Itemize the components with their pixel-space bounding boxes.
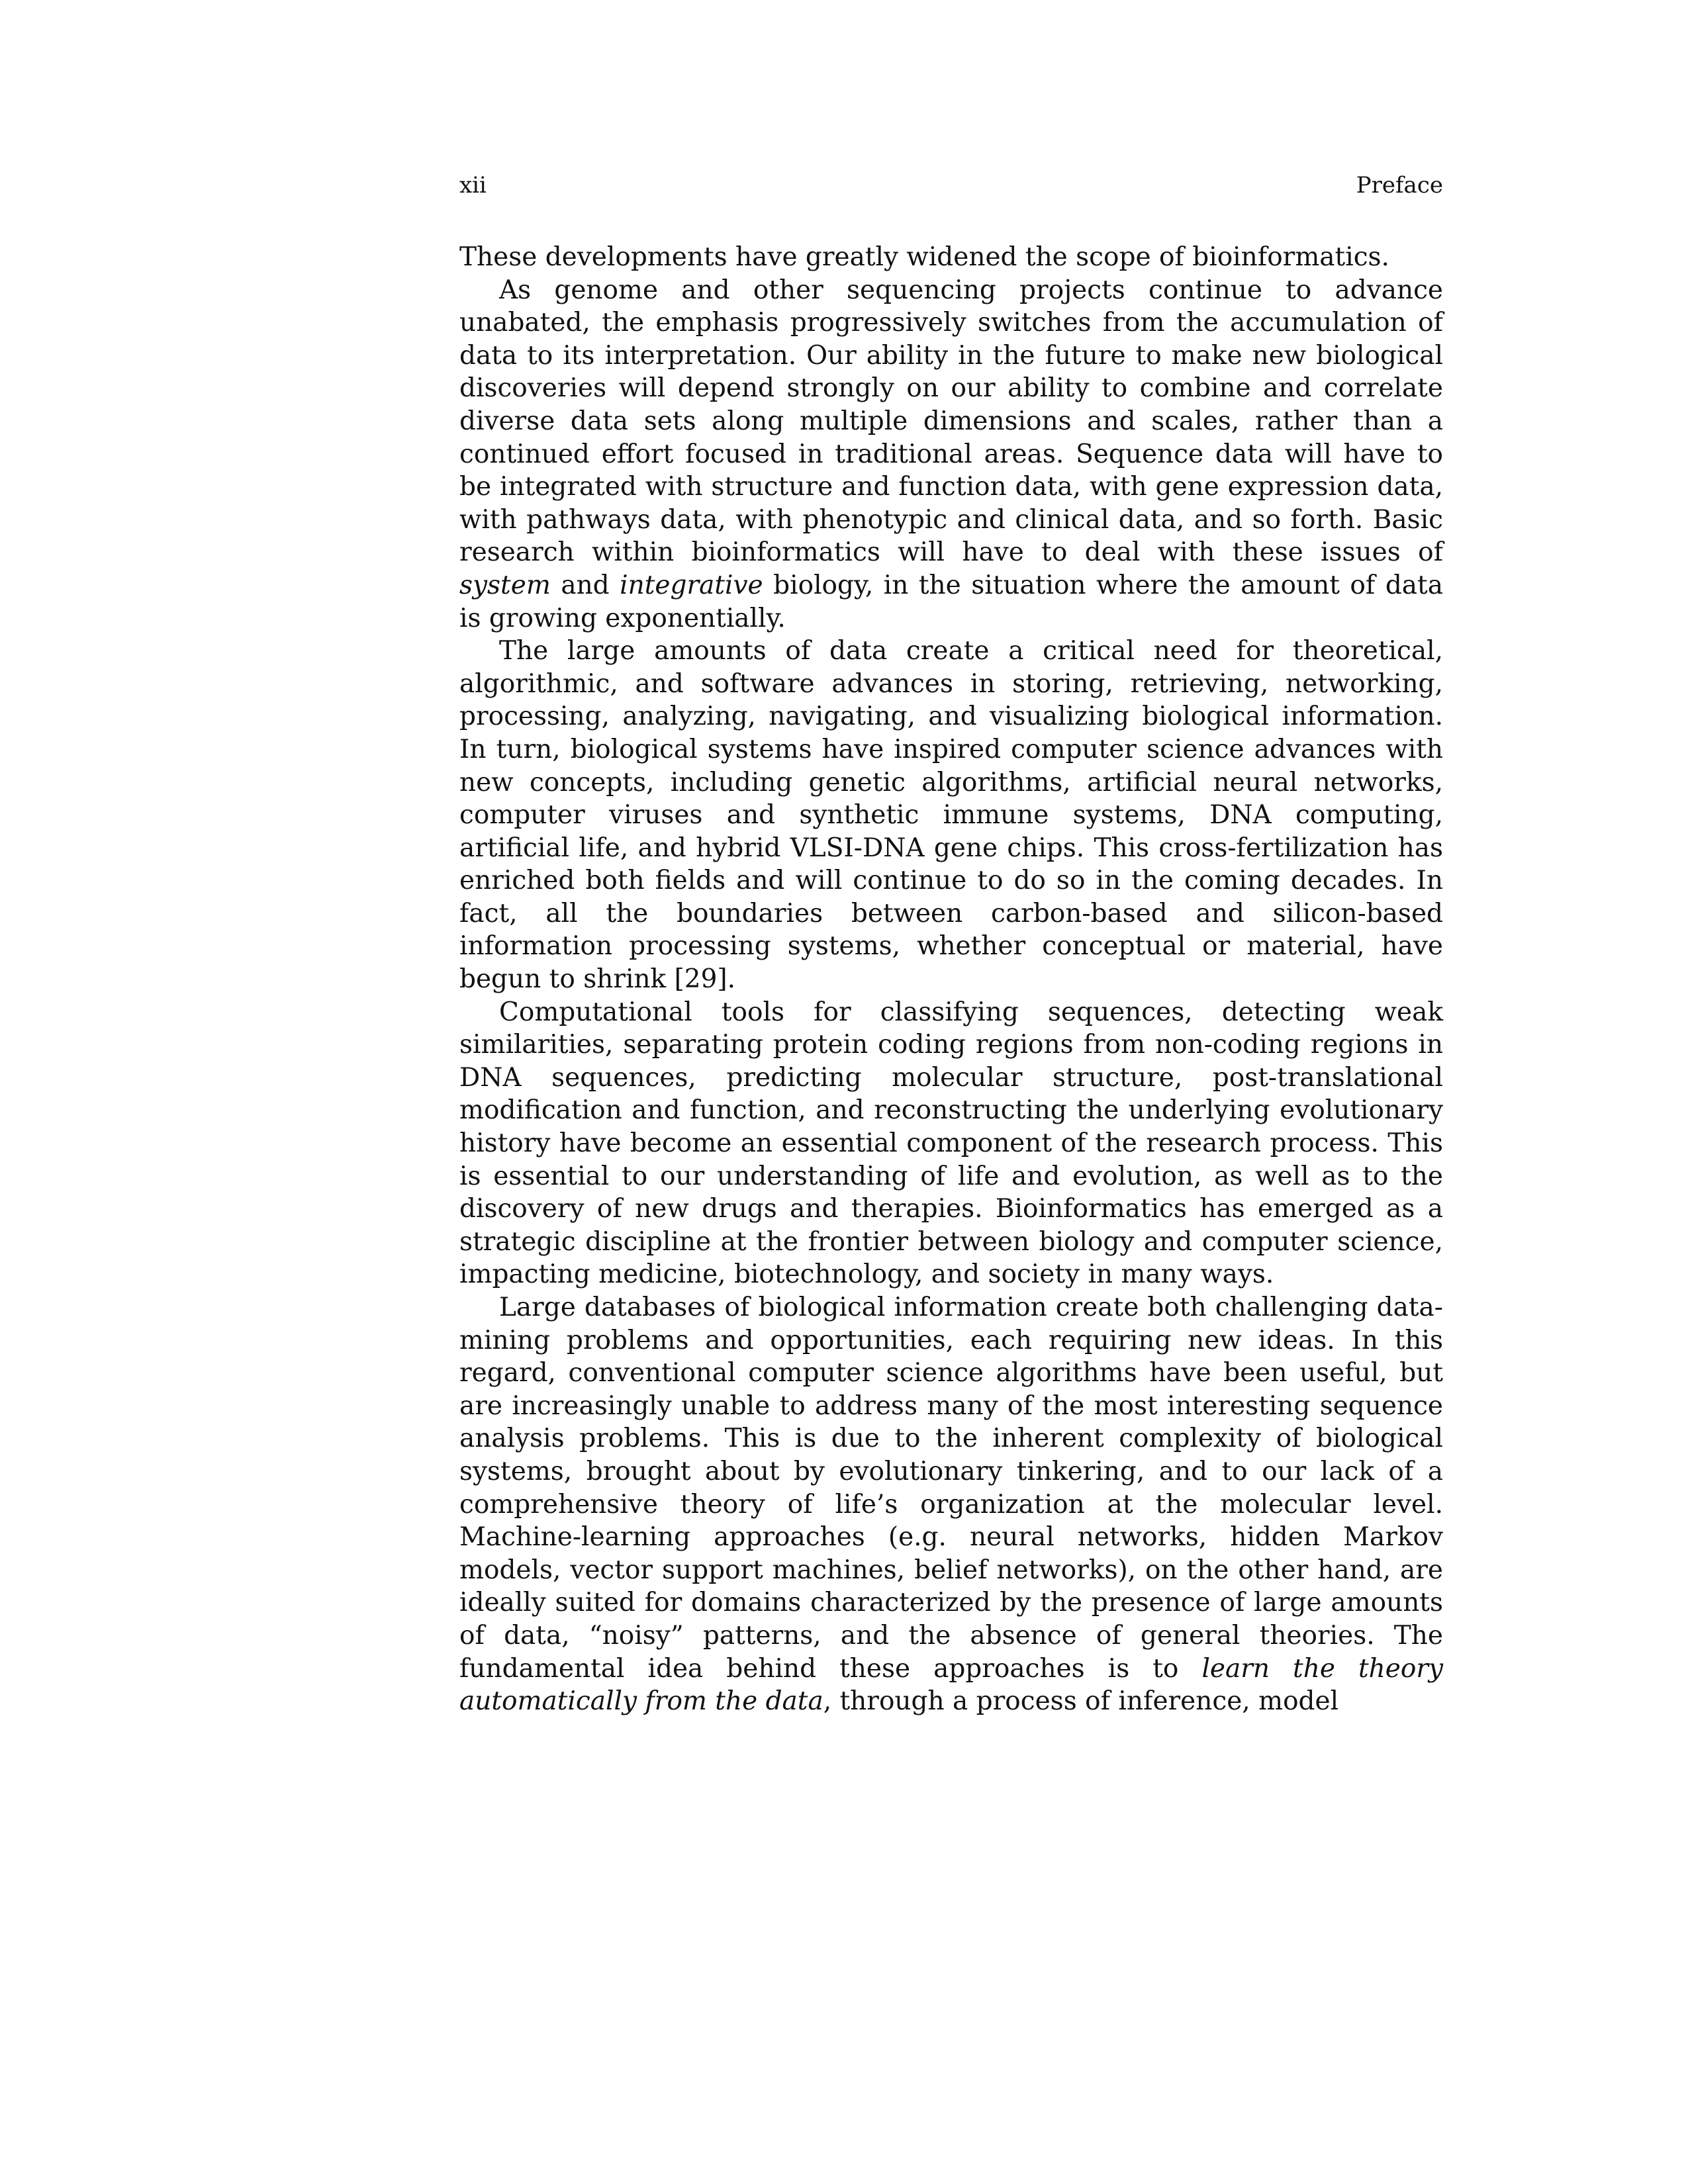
italic-term: integrative [620,570,763,600]
running-head [459,165,1443,205]
page [459,165,1443,1718]
italic-phrase: learn the theory automatically from the data [459,1653,1443,1717]
italic-term: system [459,570,551,600]
paragraph [459,274,1443,635]
paragraph-text: These developments have greatly widened the scope of bioinformatics. [459,242,1389,272]
paragraph-text: biology, in the situation where the amount of data is growing exponentially. [459,570,1443,633]
paragraph [459,635,1443,996]
paragraph [459,1291,1443,1718]
paragraph-text: and [550,570,620,600]
page-number: xii [459,172,487,199]
paragraph [459,996,1443,1291]
running-head-title: Preface [1356,172,1443,199]
paragraph-text: Large databases of biological information create both challenging data-mining problems and opportunities, each requiring new ideas. In this regard, conventional computer science algorithms have been useful, but are increasingly unable to address many of the most interesting sequence analysis problems. This is due to the inherent complexity of biological systems, brought about by evolutionary tinkering, and to our lack of a comprehensive theory of life’s organization at the molecular level. Machine-learning approaches (e.g. neural networks, hidden Markov models, vector support machines, belief networks), on the other hand, are ideally suited for domains characterized by the presence of large amounts of data, “noisy” patterns, and the absence of general theories. The fundamental idea behind these approaches is to [459,1293,1443,1684]
paragraph [459,241,1443,274]
paragraph-text: The large amounts of data create a critical need for theoretical, algorithmic, and software advances in storing, retrieving, networking, processing, analyzing, navigating, and visualizing biological information. In turn, biological systems have inspired computer science advances with new concepts, including genetic algorithms, artificial neural networks, computer viruses and synthetic immune systems, DNA computing, artificial life, and hybrid VLSI-DNA gene chips. This cross-fertilization has enriched both fields and will continue to do so in the coming decades. In fact, all the boundaries between carbon-based and silicon-based information processing systems, whether conceptual or material, have begun to shrink [29]. [459,636,1443,995]
paragraph-text: Computational tools for classifying sequences, detecting weak similarities, separating protein coding regions from non-coding regions in DNA sequences, predicting molecular structure, post-translational modification and function, and reconstructing the underlying evolutionary history have become an essential component of the research process. This is essential to our understanding of life and evolution, as well as to the discovery of new drugs and therapies. Bioinformatics has emerged as a strategic discipline at the frontier between biology and computer science, impacting medicine, biotechnology, and society in many ways. [459,997,1443,1290]
paragraph-text: , through a process of inference, model [823,1686,1339,1717]
body-text [459,241,1443,1718]
paragraph-text: As genome and other sequencing projects continue to advance unabated, the emphasis progressively switches from the accumulation of data to its interpretation. Our ability in the future to make new biological discoveries will depend strongly on our ability to combine and correlate diverse data sets along multiple dimensions and scales, rather than a continued effort focused in traditional areas. Sequence data will have to be integrated with structure and function data, with gene expression data, with pathways data, with phenotypic and clinical data, and so forth. Basic research within bioinformatics will have to deal with these issues of [459,275,1443,568]
